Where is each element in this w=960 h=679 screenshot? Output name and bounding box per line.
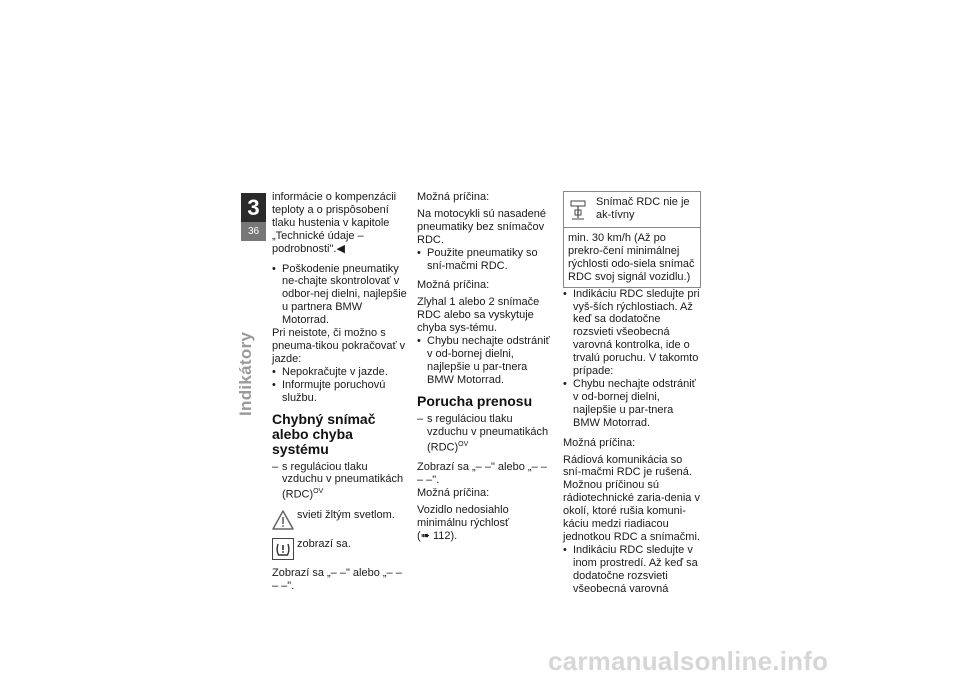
display-text: Zobrazí sa „– –" alebo „– – – –". (417, 461, 547, 486)
dash-item (417, 413, 555, 454)
list-item: • Indikáciu RDC sledujte pri vyš-ších rýchlostiach. Až keď sa dodatočne rozsvieti všeobecná varovná kontrolka, ide o trvalú poruchu. V takomto prípade: (563, 288, 701, 378)
warning-indicator-row (272, 509, 410, 531)
tire-pressure-icon (272, 538, 294, 560)
section-heading: Chybný snímač alebo chyba systému (272, 410, 376, 457)
note-body: min. 30 km/h (Až po prekro-čení minimálnej rýchlosti odo-siela snímač RDC svoj signál vozidlu.) (568, 232, 695, 283)
list-item: • Chybu nechajte odstrániť v od-bornej dielni, najlepšie u par-tnera BMW Motorrad. (563, 378, 701, 430)
list-item: • Indikáciu RDC sledujte v inom prostredí. Až keď sa dodatočne rozsvieti všeobecná varovná (563, 544, 701, 596)
cause-text: Rádiová komunikácia so sní-mačmi RDC je rušená. Možnou príčinou sú rádiotechnické zaria-denia v okolí, ktoré rušia komuni-káciu medzi riadiacou jednotkou RDC a snímačmi. (563, 453, 700, 543)
note-title: Snímač RDC nie je ak-tívny (596, 196, 690, 221)
list-item: • Poškodenie pneumatiky ne-chajte skontrolovať v odbor-nej dielni, najlepšie u partnera BMW Motorrad. (272, 263, 410, 328)
rdc-sensor-icon (568, 198, 588, 222)
warning-triangle-icon (272, 509, 294, 531)
tpms-indicator-row (272, 538, 410, 560)
cause-label: Možná príčina: (417, 279, 490, 292)
display-text: Zobrazí sa „– –" alebo „– – – –". (272, 566, 402, 592)
cause-label: Možná príčina: (563, 436, 636, 449)
list-item: • Chybu nechajte odstrániť v od-bornej dielni, najlepšie u par-tnera BMW Motorrad. (417, 335, 555, 387)
cause-label: Možná príčina: (417, 191, 490, 203)
intro-paragraph: informácie o kompenzácii teploty a o prispôsobení tlaku hustenia v kapitole „Technické údaje – podrobnosti".◀ (272, 191, 397, 255)
column-3 (563, 191, 701, 595)
watermark: carmanualsonline.info (548, 646, 829, 676)
cause-text: Zlyhal 1 alebo 2 snímače RDC alebo sa vyskytuje chyba sys-tému. (417, 296, 540, 335)
column-2 (417, 191, 555, 543)
cause-text-main: Vozidlo nedosiahlo minimálnu rýchlosť (417, 503, 510, 529)
tpms-text: zobrazí sa. (297, 537, 351, 550)
dash-text: s reguláciou tlaku vzduchu v pneumatikách (RDC) (282, 460, 404, 501)
page-ref-arrow-icon: ➠ (420, 529, 430, 542)
list-item: • Informujte poruchovú službu. (272, 379, 410, 405)
dash-item (272, 461, 410, 502)
indicator-note-box (563, 191, 701, 288)
cause-label: Možná príčina: (417, 486, 490, 499)
chapter-number: 3 (241, 193, 266, 222)
ref-open: ( (417, 529, 421, 542)
column-1 (272, 191, 410, 593)
superscript: OV (458, 440, 469, 448)
warning-text: svieti žltým svetlom. (297, 508, 395, 521)
section-heading: Porucha prenosu (417, 392, 533, 409)
paragraph: Pri neistote, či možno s pneuma-tikou pokračovať v jazde: (272, 327, 406, 365)
chapter-title: Indikátory (236, 331, 255, 416)
superscript: OV (313, 488, 324, 496)
list-item: • Nepokračujte v jazde. (272, 366, 410, 379)
page-number: 36 (241, 222, 266, 241)
list-item: • Použite pneumatiky so sní-mačmi RDC. (417, 247, 555, 273)
cause-text (417, 504, 555, 543)
dash-text: s reguláciou tlaku vzduchu v pneumatikách (RDC) (427, 412, 549, 454)
cause-text: Na motocykli sú nasadené pneumatiky bez snímačov RDC. (417, 207, 547, 246)
page-reference: 112). (432, 529, 458, 542)
